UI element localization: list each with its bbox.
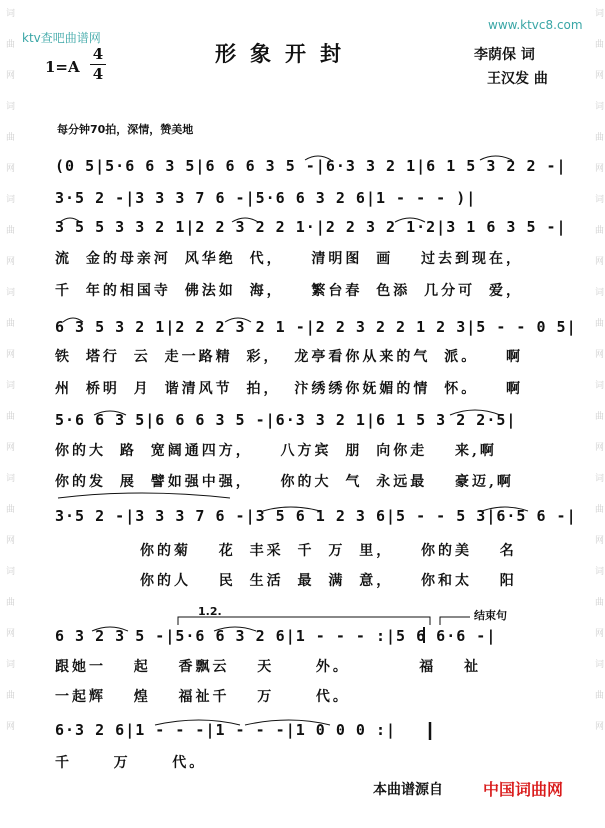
slur-mark (94, 411, 126, 415)
ending-bracket (440, 617, 470, 625)
slur-mark (482, 507, 528, 511)
lyric-line-7a: 跟她一 起 香飘云 天 外。 福 祉 (55, 659, 481, 675)
score-line-5: 5·6 6 3 5|6 6 6 3 5 -|6·3 3 2 1|6 1 5 3 2 2·5| (55, 411, 517, 429)
slur-mark (225, 318, 251, 322)
slur-mark (155, 720, 240, 725)
lyric-line-8: 千 万 代。 (55, 755, 207, 771)
watermark-right: 词曲网词曲网词曲网词曲网词曲网词曲网词曲网词曲网 (593, 8, 603, 752)
score-line-6: 3·5 2 -|3 3 3 7 6 -|3 5 6 1 2 3 6|5 - - 5 3|6·5 6 -| (55, 507, 577, 525)
lyric-line-6b: 你的人 民 生活 最 满 意， 你和太 阳 (140, 573, 517, 589)
lyric-line-4b: 州 桥明 月 谐清风节 拍， 汴绣绣你妩媚的情 怀。 啊 (55, 381, 523, 397)
lyric-line-3b: 千 年的相国寺 佛法如 海， 繁台春 色添 几分可 爱， (55, 283, 523, 299)
slur-mark (263, 507, 320, 511)
lyricist-credit: 李荫保 词 (474, 47, 535, 63)
score-line-3: 3 5 5 3 3 2 1|2 2 3 2 2 1·|2 2 3 2 1·2|3 1 6 3 5 -| (55, 218, 567, 236)
lyric-line-3a: 流 金的母亲河 风华绝 代， 清明图 画 过去到现在， (55, 251, 523, 267)
slur-mark (63, 318, 83, 322)
lyric-line-7b: 一起辉 煌 福祉千 万 代。 (55, 689, 350, 705)
volta-label: 1.2. (198, 605, 222, 618)
site-name-left: ktv查吧曲谱网 (22, 31, 101, 45)
time-signature-top: 4 (92, 45, 104, 63)
slur-mark (395, 218, 425, 222)
slur-mark (92, 627, 128, 631)
brand-name: 中国词曲网 (483, 780, 564, 799)
score-line-2: 3·5 2 -|3 3 3 7 6 -|5·6 6 3 2 6|1 - - - )| (55, 189, 477, 207)
lyric-line-5a: 你的大 路 宽阔通四方， 八方宾 朋 向你走 来,啊 (55, 443, 497, 459)
score-line-7: 6 3 2 3 5 -|5·6 6 3 2 6|1 - - - :|5 6 6·6 -| (55, 627, 497, 645)
score-line-8: 6·3 2 6|1 - - -|1 - - -|1 0 0 0 :| (55, 721, 397, 739)
lyric-line-5b: 你的发 展 譬如强中强， 你的大 气 永远最 豪迈,啊 (55, 474, 514, 490)
time-signature-bottom: 4 (92, 65, 104, 83)
score-line-1: (0 5|5·6 6 3 5|6 6 6 3 5 -|6·3 3 2 1|6 1 5 3 2 2 -| (55, 157, 567, 175)
slur-mark (60, 218, 80, 222)
site-url-right: www.ktvc8.com (488, 18, 583, 32)
score-line-4: 6 3 5 3 2 1|2 2 2 3 2 1 -|2 2 3 2 2 1 2 3|5 - - 0 5| (55, 318, 577, 336)
lyric-line-6a: 你的菊 花 丰采 千 万 里， 你的美 名 (140, 543, 517, 559)
slur-mark (58, 493, 230, 498)
source-text: 本曲谱源自 (373, 782, 443, 798)
song-title: 形象开封 (215, 41, 355, 66)
key-signature: 1=A (45, 58, 80, 76)
slur-mark (305, 156, 331, 160)
composer-credit: 王汉发 曲 (487, 71, 548, 87)
volta-bracket (178, 617, 430, 625)
ending-label: 结束句 (474, 609, 507, 622)
watermark-left: 词曲网词曲网词曲网词曲网词曲网词曲网词曲网词曲网 (4, 8, 14, 752)
slur-mark (245, 720, 330, 725)
lyric-line-4a: 铁 塔行 云 走一路精 彩， 龙亭看你从来的气 派。 啊 (55, 349, 523, 365)
tempo-marking: 每分钟70拍，深情，赞美地 (57, 123, 194, 136)
slur-mark (480, 156, 512, 160)
slur-mark (232, 218, 258, 222)
slur-mark (214, 627, 256, 631)
slur-mark (450, 410, 500, 415)
